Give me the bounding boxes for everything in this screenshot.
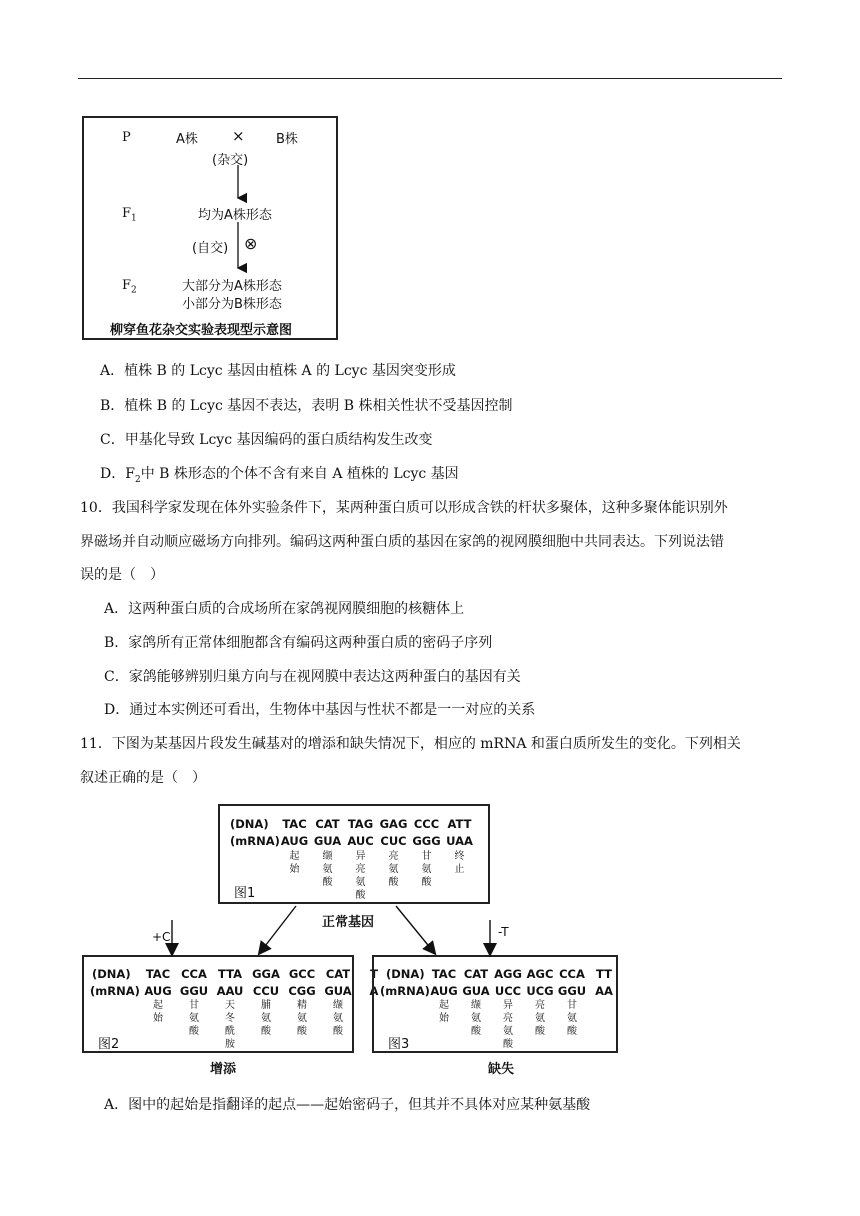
fig1-mrna-label: (mRNA) <box>230 834 280 848</box>
fig2-dna-label: (DNA) <box>92 967 131 981</box>
fig1-dna-codon: GAG <box>379 817 408 831</box>
fig1-dna-codon: TAC <box>282 817 307 831</box>
self-note: (自交) <box>192 241 229 256</box>
self-symbol: ⊗ <box>244 234 258 253</box>
q10-option-d: D．通过本实例还可看出，生物体中基因与性状不都是一一对应的关系 <box>104 702 536 718</box>
fig2-dna-codon: TAC <box>145 967 171 981</box>
parent-a: A株 <box>176 132 198 147</box>
fig1-caption: 正常基因 <box>322 915 375 930</box>
fig1-amino-acid: 缬 氨 酸 <box>322 851 333 888</box>
fig2-amino-acid: 脯 氨 酸 <box>261 1000 271 1037</box>
f2-line1: 大部分为A株形态 <box>182 279 282 294</box>
fig3-amino-acid: 缬 氨 酸 <box>471 1000 481 1037</box>
fig2-amino-acid: 起 始 <box>153 1000 163 1024</box>
f1-text: 均为A株形态 <box>198 208 272 223</box>
fig2-amino-acid: 精 氨 酸 <box>297 1000 307 1037</box>
fig1-label: 图1 <box>234 886 256 901</box>
fig3-mrna-label: (mRNA) <box>380 984 430 998</box>
cross-symbol: × <box>232 127 245 145</box>
fig3-caption: 缺失 <box>488 1062 515 1077</box>
fig2-dna-codon: T <box>370 967 378 981</box>
q9-option-c: C．甲基化导致 Lcyc 基因编码的蛋白质结构发生改变 <box>100 432 433 448</box>
fig2-mrna-codon: GGU <box>179 984 209 998</box>
fig3-amino-acid: 异 亮 氨 酸 <box>503 1000 513 1050</box>
q10-option-b: B．家鸽所有正常体细胞都含有编码这两种蛋白质的密码子序列 <box>104 635 493 651</box>
q11-option-a: A．图中的起始是指翻译的起点——起始密码子，但其并不具体对应某种氨基酸 <box>104 1097 591 1113</box>
q10-stem-line3: 误的是（ ） <box>80 567 164 583</box>
fig1-amino-acid: 异 亮 氨 酸 <box>355 851 366 901</box>
fig2-dna-codon: CAT <box>325 967 351 981</box>
fig1-dna-codon: TAG <box>347 817 374 831</box>
fig3-mrna-codon: UCC <box>494 984 522 998</box>
fig2-dna-codon: GGA <box>252 967 280 981</box>
fig3-dna-codon: CCA <box>559 967 585 981</box>
fig1-dna-label: (DNA) <box>230 817 269 831</box>
q9-option-d: D．$F_2$中 B 株形态的个体不含有来自 A 植株的 Lcyc 基因 <box>100 466 459 485</box>
fig2-dna-codon: GCC <box>288 967 316 981</box>
fig3-mrna-codon: GUA <box>462 984 490 998</box>
fig3-label: 图3 <box>388 1037 410 1052</box>
fig3-dna-codon: AGC <box>526 967 554 981</box>
fig2-mrna-codon: CGG <box>288 984 316 998</box>
fig2-mrna-codon: CCU <box>252 984 280 998</box>
fig1-mrna-codon: GGG <box>412 834 441 848</box>
q10-stem-line1: 10．我国科学家发现在体外实验条件下，某两种蛋白质可以形成含铁的杆状多聚体，这种多聚体能识别外 <box>80 500 728 516</box>
fig3-mrna-codon: UCG <box>526 984 554 998</box>
fig3-amino-acid: 起 始 <box>439 1000 449 1024</box>
f2-line2: 小部分为B株形态 <box>182 297 282 312</box>
fig1-mrna-codon: AUC <box>347 834 374 848</box>
q11-stem-line1: 11．下图为某基因片段发生碱基对的增添和缺失情况下，相应的 mRNA 和蛋白质所发生的变化。下列相关 <box>80 736 741 752</box>
fig2-amino-acid: 缬 氨 酸 <box>333 1000 343 1037</box>
f1-label: $F_1$ <box>122 206 137 224</box>
fig3-mrna-codon: AUG <box>430 984 458 998</box>
fig2-caption: 增添 <box>210 1062 237 1077</box>
q10-stem-line2: 界磁场并自动顺应磁场方向排列。编码这两种蛋白质的基因在家鸽的视网膜细胞中共同表达。下列说法错 <box>80 534 724 550</box>
fig1-amino-acid: 亮 氨 酸 <box>388 851 399 888</box>
fig3-dna-codon: TAC <box>431 967 457 981</box>
fig1-dna-codon: CAT <box>315 817 340 831</box>
hybrid-note: (杂交) <box>212 153 249 168</box>
fig1-amino-acid: 甘 氨 酸 <box>421 851 432 888</box>
q10-option-a: A．这两种蛋白质的合成场所在家鸽视网膜细胞的核糖体上 <box>104 601 465 617</box>
fig1-mrna-codon: GUA <box>313 834 342 848</box>
q9-option-a: A．植株 B 的 Lcyc 基因由植株 A 的 Lcyc 基因突变形成 <box>100 363 456 379</box>
fig1-mrna-codon: CUC <box>380 834 407 848</box>
fig2-label: 图2 <box>98 1037 120 1052</box>
fig3-dna-codon: TT <box>596 967 612 981</box>
p-label: P <box>122 130 131 145</box>
fig2-mutation-label: +C <box>152 930 171 944</box>
fig3-dna-codon: AGG <box>494 967 522 981</box>
q9-option-b: B．植株 B 的 Lcyc 基因不表达，表明 B 株相关性状不受基因控制 <box>100 398 513 414</box>
fig1-amino-acid: 起 始 <box>289 851 300 875</box>
q11-stem-line2: 叙述正确的是（ ） <box>80 770 206 786</box>
fig1-dna-codon: ATT <box>447 817 472 831</box>
fig3-mutation-label: -T <box>498 925 509 939</box>
f2-label: $F_2$ <box>122 278 137 296</box>
fig3-dna-codon: CAT <box>463 967 489 981</box>
fig3-dna-label: (DNA) <box>386 967 425 981</box>
fig3-mrna-codon: AA <box>595 984 613 998</box>
fig2-mrna-label: (mRNA) <box>90 984 140 998</box>
fig1-dna-codon: CCC <box>413 817 440 831</box>
cross-caption: 柳穿鱼花杂交实验表现型示意图 <box>110 323 293 338</box>
fig2-dna-codon: TTA <box>218 967 242 981</box>
fig1-mrna-codon: UAA <box>446 834 473 848</box>
fig3-amino-acid: 甘 氨 酸 <box>567 1000 577 1037</box>
fig3-amino-acid: 亮 氨 酸 <box>535 1000 545 1037</box>
parent-b: B株 <box>276 132 298 147</box>
fig2-mrna-codon: A <box>369 984 379 998</box>
q10-option-c: C．家鸽能够辨别归巢方向与在视网膜中表达这两种蛋白的基因有关 <box>104 669 521 685</box>
fig2-dna-codon: CCA <box>181 967 207 981</box>
fig2-amino-acid: 天 冬 酰 胺 <box>225 1000 235 1050</box>
fig3-mrna-codon: GGU <box>557 984 587 998</box>
fig1-amino-acid: 终 止 <box>454 851 465 875</box>
fig1-mrna-codon: AUG <box>280 834 309 848</box>
fig2-mrna-codon: GUA <box>324 984 352 998</box>
fig2-mrna-codon: AUG <box>144 984 172 998</box>
fig2-mrna-codon: AAU <box>216 984 244 998</box>
fig2-amino-acid: 甘 氨 酸 <box>189 1000 199 1037</box>
